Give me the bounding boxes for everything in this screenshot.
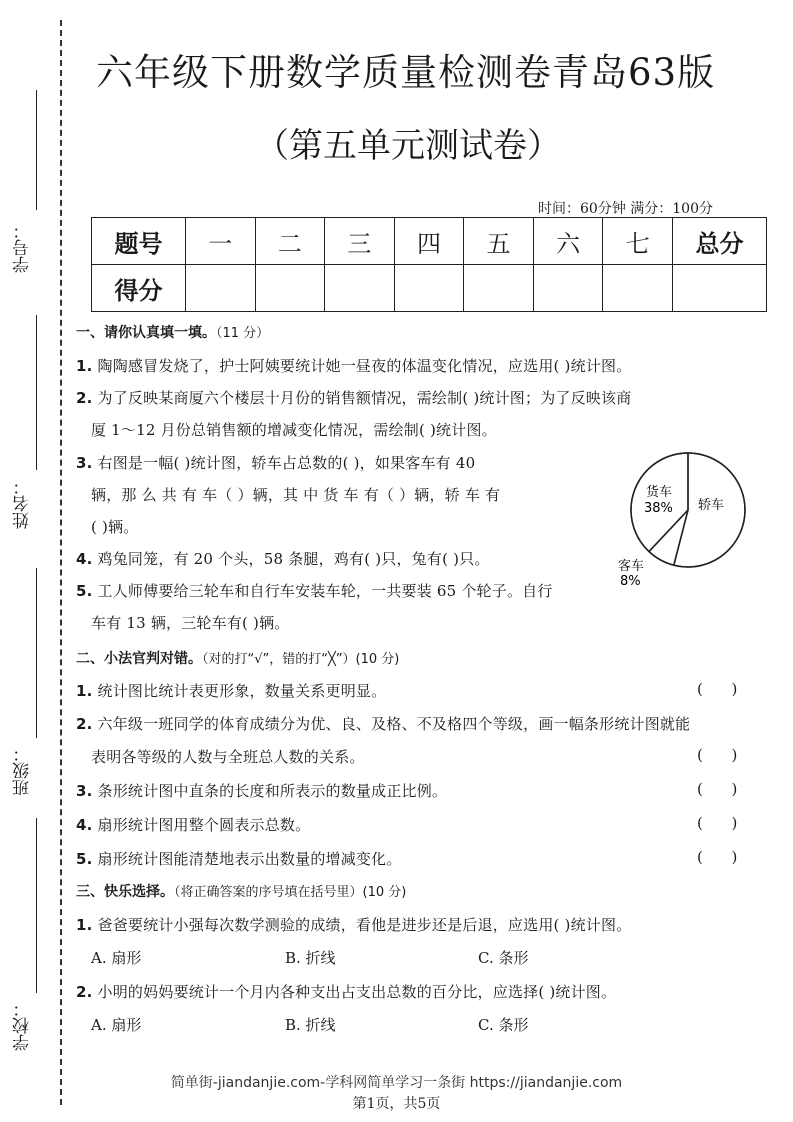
question-number: 4. [76, 816, 93, 834]
header-cell-question: 题号 [92, 218, 186, 265]
s3-q1-option-c[interactable]: C. 条形 [478, 949, 529, 967]
header-cell-6: 六 [533, 218, 603, 265]
question-number: 1. [76, 916, 93, 934]
question-text: 鸡兔同笼，有 20 个头，58 条腿，鸡有( )只，兔有( )只。 [97, 550, 490, 568]
s3-q1-option-b[interactable]: B. 折线 [285, 949, 336, 967]
section-1-heading [76, 322, 269, 342]
name-field[interactable] [36, 315, 37, 470]
question-text: 统计图比统计表更形象，数量关系更明显。 [97, 682, 387, 700]
question-text: 六年级一班同学的体育成绩分为优、良、及格、不及格四个等级，画一幅条形统计图就能 [97, 715, 691, 733]
answer-paren[interactable]: ( ) [697, 814, 738, 832]
header-cell-1: 一 [186, 218, 256, 265]
question-number: 5. [76, 850, 93, 868]
score-cell[interactable] [255, 265, 325, 312]
s1-question-4 [76, 548, 490, 569]
question-text: 扇形统计图用整个圆表示总数。 [97, 816, 311, 834]
s1-question-3-line-a [76, 452, 475, 473]
class-field[interactable] [36, 568, 37, 738]
section-2-heading [76, 648, 399, 668]
score-cell[interactable] [603, 265, 673, 312]
answer-paren[interactable]: ( ) [697, 680, 738, 698]
question-text: 条形统计图中直条的长度和所表示的数量成正比例。 [97, 782, 448, 800]
score-cell[interactable] [325, 265, 395, 312]
section-3-note: （将正确答案的序号填在括号里）(10 分) [174, 885, 407, 900]
s3-question-1 [76, 914, 631, 935]
question-number: 1. [76, 682, 93, 700]
header-cell-7: 七 [603, 218, 673, 265]
header-cell-3: 三 [325, 218, 395, 265]
answer-paren[interactable]: ( ) [697, 780, 738, 798]
s2-question-3 [76, 780, 447, 801]
section-2-title: 二、小法官判对错。 [76, 651, 202, 667]
s3-q2-option-b[interactable]: B. 折线 [285, 1016, 336, 1034]
page-title: 六年级下册数学质量检测卷青岛63版 [96, 51, 716, 94]
section-3-title: 三、快乐选择。 [76, 884, 174, 900]
s1-question-5-line-b: 车有 13 辆，三轮车有( )辆。 [91, 614, 290, 632]
question-text: 为了反映某商厦六个楼层十月份的销售额情况，需绘制( )统计图；为了反映该商 [97, 389, 632, 407]
s1-question-3-line-b: 辆，那 么 共 有 车（ ）辆，其 中 货 车 有（ ）辆，轿 车 有 [91, 486, 501, 504]
score-table-score-row [92, 265, 767, 312]
name-label: 姓名： [13, 478, 33, 529]
header-cell-2: 二 [255, 218, 325, 265]
answer-paren[interactable]: ( ) [697, 848, 738, 866]
header-cell-5: 五 [464, 218, 534, 265]
score-cell[interactable] [464, 265, 534, 312]
section-2-note: （对的打“√”，错的打“╳”）(10 分) [202, 652, 400, 667]
page-subtitle: （第五单元测试卷） [255, 126, 561, 166]
s1-question-2-line-b: 厦 1～12 月份总销售额的增减变化情况，需绘制( )统计图。 [91, 421, 497, 439]
s2-question-2-line-a [76, 713, 690, 734]
score-cell[interactable] [186, 265, 256, 312]
s3-q2-option-a[interactable]: A. 扇形 [91, 1016, 142, 1034]
pie-label-bus: 客车 [618, 559, 645, 574]
s3-q1-option-a[interactable]: A. 扇形 [91, 949, 142, 967]
pie-label-bus-percent: 8% [620, 574, 641, 589]
school-label: 学校： [13, 1000, 33, 1051]
s3-q2-option-c[interactable]: C. 条形 [478, 1016, 529, 1034]
section-1-points: （11 分） [216, 326, 270, 341]
question-number: 3. [76, 454, 93, 472]
page-number: 第1页，共5页 [352, 1096, 441, 1112]
score-cell[interactable] [394, 265, 464, 312]
question-text: 右图是一幅( )统计图，轿车占总数的( )，如果客车有 40 [97, 454, 476, 472]
s1-question-1 [76, 355, 631, 376]
class-label: 班级： [13, 745, 33, 796]
pie-label-car: 轿车 [698, 498, 725, 513]
header-cell-total: 总分 [673, 218, 767, 265]
s2-question-4 [76, 814, 310, 835]
student-id-field[interactable] [36, 90, 37, 210]
question-number: 4. [76, 550, 93, 568]
question-number: 5. [76, 582, 93, 600]
question-number: 3. [76, 782, 93, 800]
s2-question-5 [76, 848, 402, 869]
question-text: 扇形统计图能清楚地表示出数量的增减变化。 [97, 850, 402, 868]
score-table-header-row [92, 218, 767, 265]
pie-label-truck: 货车 [646, 485, 673, 500]
header-cell-4: 四 [394, 218, 464, 265]
school-field[interactable] [36, 818, 37, 993]
question-text: 工人师傅要给三轮车和自行车安装车轮，一共要装 65 个轮子。自行 [97, 582, 553, 600]
vehicle-pie-chart [608, 440, 768, 590]
pie-label-truck-percent: 38% [644, 501, 673, 516]
score-row-label: 得分 [92, 265, 186, 312]
question-number: 2. [76, 715, 93, 733]
question-text: 陶陶感冒发烧了，护士阿姨要统计她一昼夜的体温变化情况，应选用( )统计图。 [97, 357, 632, 375]
time-info: 时间：60分钟 满分：100分 [538, 201, 713, 217]
pie-slice-bus [649, 510, 688, 565]
binding-dashed-line [60, 20, 62, 1105]
s1-question-5-line-a [76, 580, 553, 601]
score-cell-total[interactable] [673, 265, 767, 312]
question-text: 爸爸要统计小强每次数学测验的成绩，看他是进步还是后退，应选用( )统计图。 [97, 916, 632, 934]
score-cell[interactable] [533, 265, 603, 312]
s2-question-2-line-b: 表明各等级的人数与全班总人数的关系。 [91, 748, 365, 766]
s2-question-1 [76, 680, 386, 701]
question-number: 2. [76, 983, 93, 1001]
section-3-heading [76, 881, 406, 901]
section-1-title: 一、请你认真填一填。 [76, 325, 216, 341]
s3-question-2 [76, 981, 616, 1002]
score-table [91, 217, 767, 312]
s1-question-3-line-c: ( )辆。 [91, 518, 139, 536]
question-number: 1. [76, 357, 93, 375]
s1-question-2-line-a [76, 387, 631, 408]
student-id-label: 学号： [13, 222, 33, 273]
answer-paren[interactable]: ( ) [697, 746, 738, 764]
footer-watermark: 简单街-jiandanjie.com-学科网简单学习一条街 https://jiandanjie.com [170, 1075, 623, 1091]
question-number: 2. [76, 389, 93, 407]
question-text: 小明的妈妈要统计一个月内各种支出占支出总数的百分比，应选择( )统计图。 [97, 983, 617, 1001]
